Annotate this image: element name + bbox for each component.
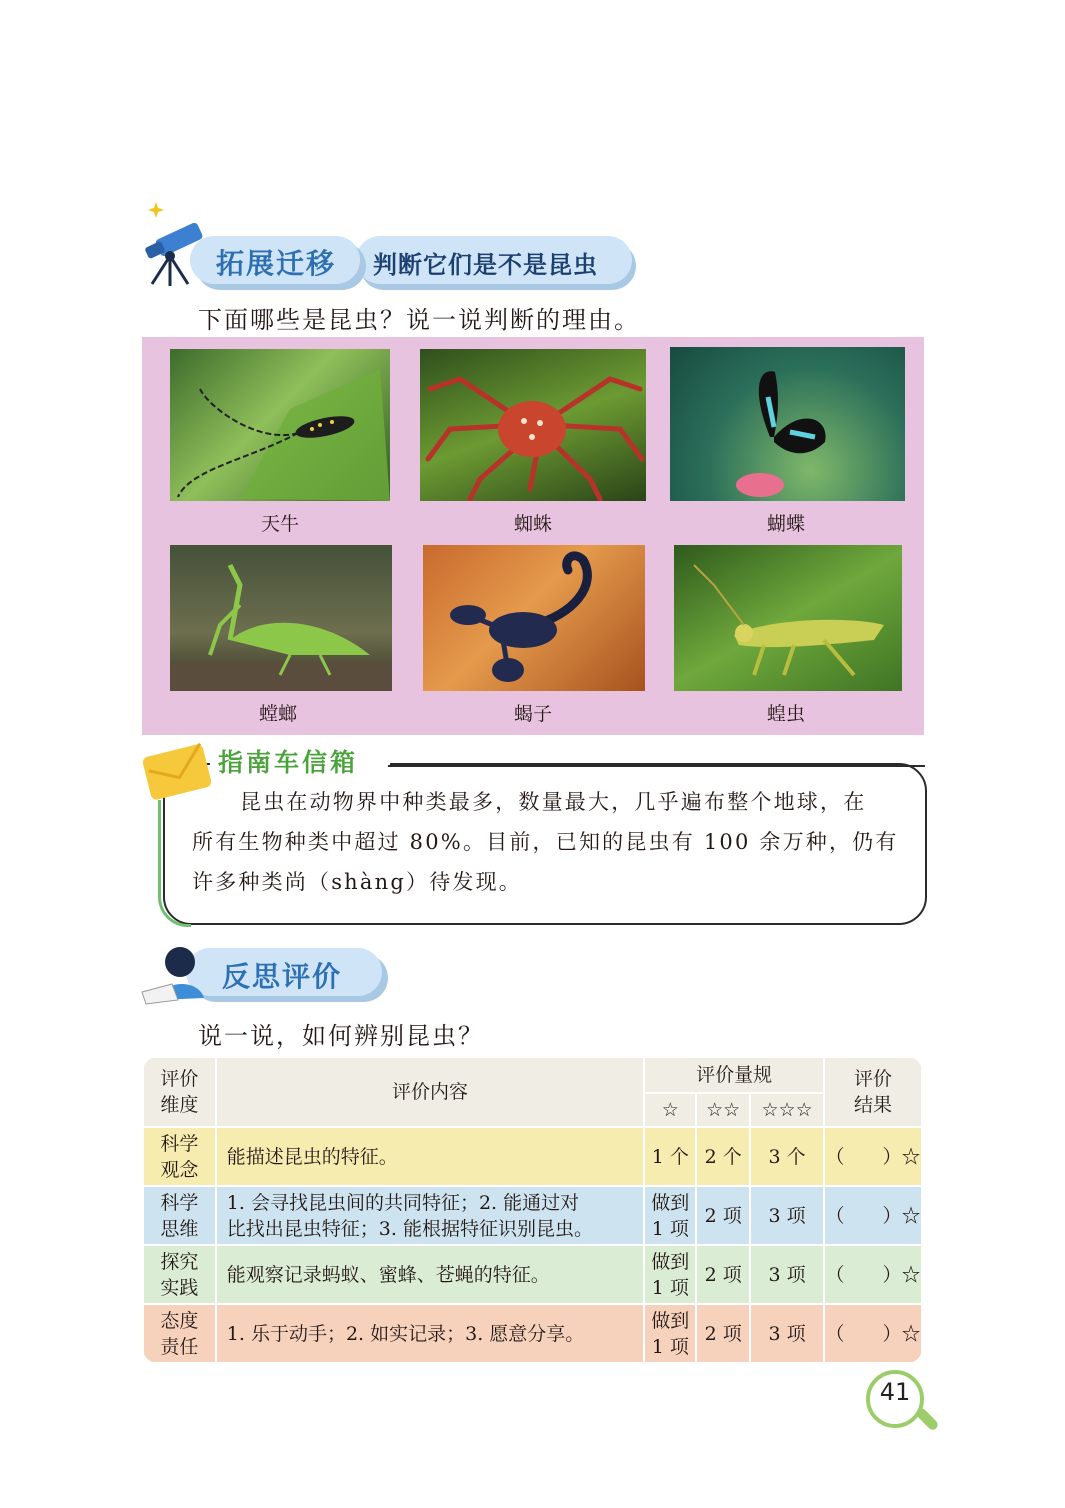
mailbox-accent xyxy=(158,800,191,927)
table-row xyxy=(143,1186,922,1245)
dimension-cell: 态度 责任 xyxy=(143,1304,216,1363)
mailbox-line: 所有生物种类中超过 80%。目前，已知的昆虫有 100 余万种，仍有 xyxy=(192,830,899,854)
dimension-cell: 科学 观念 xyxy=(143,1127,216,1186)
reading-child-icon xyxy=(138,940,208,1006)
rubric-one-cell: 做到 1 项 xyxy=(644,1186,696,1245)
table-row xyxy=(143,1304,922,1363)
content-cell: 1. 乐于动手；2. 如实记录；3. 愿意分享。 xyxy=(216,1304,645,1363)
photo-panel xyxy=(142,337,924,735)
dimension-cell: 科学 思维 xyxy=(143,1186,216,1245)
star-two: ☆☆ xyxy=(696,1093,750,1127)
content-cell: 1. 会寻找昆虫间的共同特征；2. 能通过对 比找出昆虫特征；3. 能根据特征识别昆虫。 xyxy=(216,1186,645,1245)
butterfly-photo xyxy=(670,347,905,501)
header-dimension: 评价 维度 xyxy=(143,1057,216,1127)
content-cell: 能描述昆虫的特征。 xyxy=(216,1127,645,1186)
star-one: ☆ xyxy=(644,1093,696,1127)
table-row xyxy=(143,1127,922,1186)
question-prompt: 说一说，如何辨别昆虫？ xyxy=(198,1022,484,1050)
star-three: ☆☆☆ xyxy=(750,1093,824,1127)
result-cell[interactable]: （ ）☆ xyxy=(824,1304,922,1363)
photo-caption: 蝗虫 xyxy=(766,703,805,725)
section-title: 拓展迁移 xyxy=(216,247,337,280)
rubric-three-cell: 3 项 xyxy=(750,1186,824,1245)
section-subtitle: 判断它们是不是昆虫 xyxy=(373,251,598,279)
rubric-two-cell: 2 项 xyxy=(696,1245,750,1304)
rubric-one-cell: 做到 1 项 xyxy=(644,1245,696,1304)
rubric-three-cell: 3 个 xyxy=(750,1127,824,1186)
photo-caption: 蝎子 xyxy=(513,703,552,725)
photo-caption: 螳螂 xyxy=(258,703,297,725)
table-header-row xyxy=(143,1057,922,1093)
photo-caption: 蝴蝶 xyxy=(766,513,805,535)
mailbox-title: 指南车信箱 xyxy=(218,748,359,777)
envelope-icon xyxy=(140,742,214,804)
result-cell[interactable]: （ ）☆ xyxy=(824,1127,922,1186)
header-content: 评价内容 xyxy=(216,1057,645,1127)
rubric-two-cell: 2 项 xyxy=(696,1186,750,1245)
rubric-two-cell: 2 个 xyxy=(696,1127,750,1186)
evaluation-table xyxy=(142,1056,923,1364)
photo-caption: 天牛 xyxy=(260,513,299,535)
photo-caption: 蜘蛛 xyxy=(513,513,552,535)
question-prompt: 下面哪些是昆虫？说一说判断的理由。 xyxy=(198,306,640,334)
mailbox-line: 许多种类尚（shàng）待发现。 xyxy=(192,870,522,894)
mailbox-line: 昆虫在动物界中种类最多，数量最大，几乎遍布整个地球，在 xyxy=(240,790,867,814)
spider-photo xyxy=(420,349,646,501)
content-cell: 能观察记录蚂蚁、蜜蜂、苍蝇的特征。 xyxy=(216,1245,645,1304)
table-row xyxy=(143,1245,922,1304)
grasshopper-photo xyxy=(674,545,902,691)
header-rubric: 评价量规 xyxy=(644,1057,824,1093)
rubric-three-cell: 3 项 xyxy=(750,1304,824,1363)
mantis-photo xyxy=(170,545,392,691)
rubric-one-cell: 1 个 xyxy=(644,1127,696,1186)
result-cell[interactable]: （ ）☆ xyxy=(824,1245,922,1304)
rubric-one-cell: 做到 1 项 xyxy=(644,1304,696,1363)
rubric-three-cell: 3 项 xyxy=(750,1245,824,1304)
page-number: 41 xyxy=(879,1378,911,1406)
rubric-two-cell: 2 项 xyxy=(696,1304,750,1363)
scorpion-photo xyxy=(423,545,645,691)
section-title: 反思评价 xyxy=(222,960,343,993)
dimension-cell: 探究 实践 xyxy=(143,1245,216,1304)
header-result: 评价 结果 xyxy=(824,1057,922,1127)
result-cell[interactable]: （ ）☆ xyxy=(824,1186,922,1245)
longhorn-beetle-photo xyxy=(170,349,390,501)
